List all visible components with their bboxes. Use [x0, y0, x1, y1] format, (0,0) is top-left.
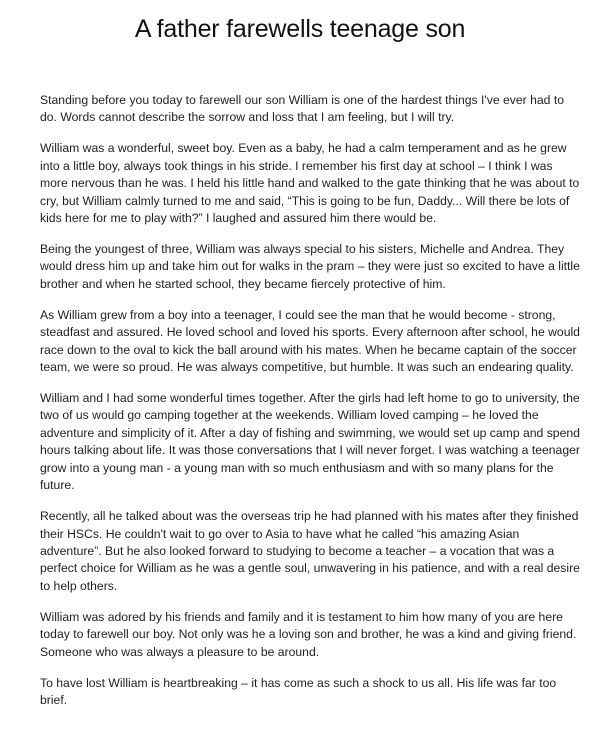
paragraph: William was adored by his friends and family and it is testament to him how many of you are here today to farewell our boy. Not only was he a loving son and brother, he was a kind and giving friend. Someone who was always a pleasure to be around. [40, 609, 577, 659]
paragraph: William and I had some wonderful times together. After the girls had left home to go to university, the two of us would go camping together at the weekends. William loved camping – he loved the adventure and simplicity of it. After a day of fishing and swimming, we would set up camp and spend hours talking about life. It was those conversations that I will never forget. I was watching a teenager grow into a young man - a young man with so much enthusiasm and with so many plans for the future. [40, 391, 580, 493]
paragraph: Being the youngest of three, William was always special to his sisters, Michelle and Andrea. They would dress him up and take him out for walks in the pram – they were just so excited to have a little brother and when he started school, they became fiercely protective of him. [40, 242, 580, 291]
paragraph: As William grew from a boy into a teenager, I could see the man that he would become - strong, steadfast and assured. He loved school and loved his sports. Every afternoon after school, he would race down to the oval to kick the ball around with his mates. When he became captain of the soccer team, we were so proud. He was always competitive, but humble. It was such an endearing quality. [40, 307, 580, 375]
eulogy-body [40, 92, 580, 723]
paragraph: William was a wonderful, sweet boy. Even as a baby, he had a calm temperament and as he grew into a little boy, always took things in his stride. I remember his first day at school – I think I was more nervous than he was. I held his little hand and walked to the gate thinking that he was about to cry, but William calmly turned to me and said, “This is going to be fun, Daddy... Will there be lots of kids here for me to play with?” I laughed and assured him there would be. [40, 141, 580, 226]
paragraph: Recently, all he talked about was the overseas trip he had planned with his mates after they finished their HSCs. He couldn't wait to go over to Asia to have what he called “his amazing Asian adventure”. But he also looked forward to studying to become a teacher – a vocation that was a perfect choice for William as he was a gentle soul, unwavering in his patience, and with a real desire to help others. [40, 509, 580, 593]
paragraph: To have lost William is heartbreaking – it has come as such a shock to us all. His life was far too brief. [40, 675, 557, 707]
paragraph: Standing before you today to farewell our son William is one of the hardest things I've ever had to do. Words cannot describe the sorrow and loss that I am feeling, but I will try. [40, 93, 564, 125]
page-title: A father farewells teenage son [134, 15, 466, 43]
